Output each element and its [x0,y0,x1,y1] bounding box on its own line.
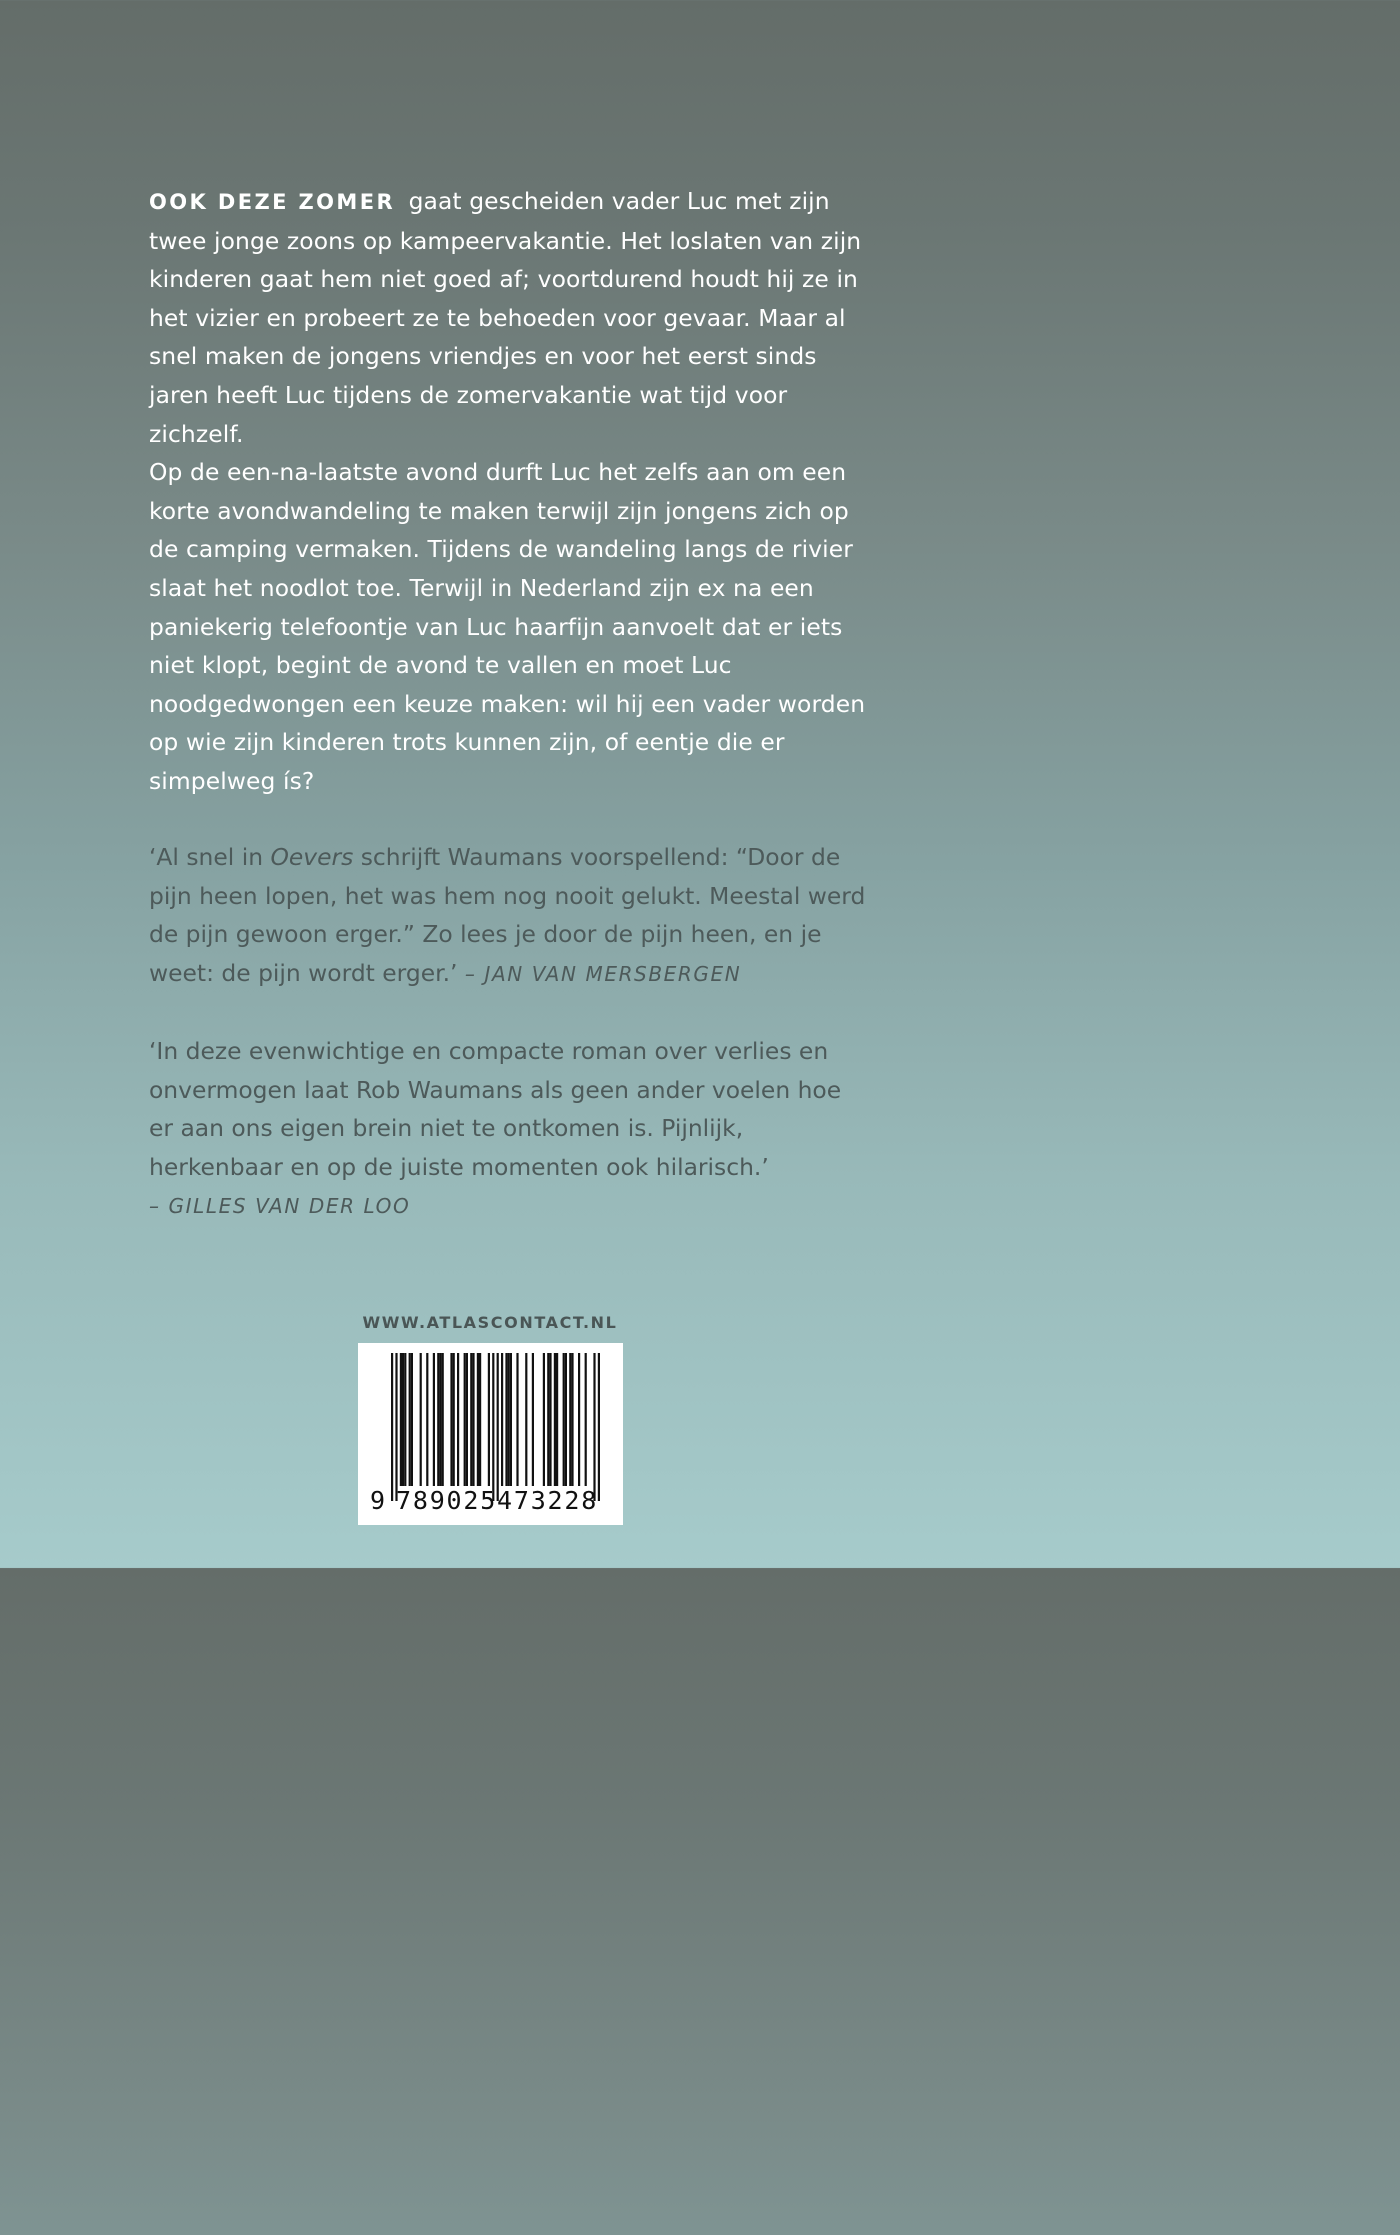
barcode-bar [464,1353,466,1486]
barcode-bar [549,1353,551,1486]
quote-1-text-end: schrijft Waumans voorspellend: “Door de pijn heen lopen, het was hem nog nooit gelukt. Meestal werd de pijn gewoon erger.” Zo lees je door de pijn heen, en je weet: de pijn wordt erger.’ [149,843,866,987]
barcode-digits [358,1484,623,1518]
barcode-bar [565,1353,567,1486]
barcode-bar [409,1353,411,1486]
barcode-bar [569,1353,571,1486]
barcode-guard-bar [497,1353,499,1501]
publisher-website[interactable]: WWW.ATLASCONTACT.NL [362,1313,618,1332]
blurb-paragraph-1 [149,182,869,453]
barcode-bar [442,1353,444,1486]
barcode-bar [547,1353,549,1486]
barcode-bar [532,1353,534,1486]
barcode-bar [466,1353,468,1486]
blurb-paragraph-2: Op de een-na-laatste avond durft Luc het zelfs aan om een korte avondwandeling te maken terwijl zijn jongens zich op de camping vermaken. Tijdens de wandeling langs de rivier slaat het noodlot toe. Terwijl in Nederland zijn ex na een paniekerig telefoontje van Luc haarfijn aanvoelt dat er iets niet klopt, begint de avond te vallen en moet Luc noodgedwongen een keuze maken: wil hij een vader worden op wie zijn kinderen trots kunnen zijn, of eentje die er simpelweg ís? [149,458,866,795]
barcode-guard-bar [492,1353,494,1501]
barcode-bar [420,1353,422,1486]
barcode-left-group: 789025 [396,1486,498,1515]
blurb-paragraph-1-text: gaat gescheiden vader Luc met zijn twee jonge zoons op kampeervakantie. Het loslaten van zijn kinderen gaat hem niet goed af; voortdurend houdt hij ze in het vizier en probeert ze te behoeden voor gevaar. Maar al snel maken de jongens vriendjes en voor het eerst sinds jaren heeft Luc tijdens de zomervakantie wat tijd voor zichzelf. [149,187,862,448]
blurb-lead: OOK DEZE ZOMER [149,190,396,214]
barcode-bar [433,1353,435,1486]
barcode-bar [571,1353,573,1486]
barcode-bar [488,1353,490,1486]
barcode-bar [516,1353,518,1486]
barcode-right-group: 473228 [497,1486,599,1515]
barcode-bar [505,1353,507,1486]
quote-1-book-title: Oevers [270,843,354,871]
barcode-first-digit: 9 [370,1486,386,1515]
barcode-bar [404,1353,406,1486]
barcode-bar [439,1353,441,1486]
barcode-bar [477,1353,479,1486]
barcode-bar [501,1353,503,1486]
barcode-bar [543,1353,545,1486]
barcode-guard-bar [598,1353,600,1501]
barcode-guard-bar [593,1353,595,1501]
barcode-guard-bar [391,1353,393,1501]
barcode-bar [402,1353,404,1486]
barcode-bar [400,1353,402,1486]
barcode-bar [426,1353,428,1486]
barcode-bar [453,1353,455,1486]
barcode-bar [457,1353,459,1486]
review-quote-1 [149,838,869,993]
barcode-guard-bar [395,1353,397,1501]
barcode-bar [450,1353,452,1486]
barcode-bar [554,1353,556,1486]
barcode-bar [563,1353,565,1486]
isbn-barcode [358,1343,623,1525]
barcode-bar [470,1353,472,1486]
barcode-bar [479,1353,481,1486]
barcode-bar [472,1353,474,1486]
barcode-bar [508,1353,510,1486]
barcode-bar [585,1353,587,1486]
barcode-bar [510,1353,512,1486]
quote-1-text-start: ‘Al snel in [149,843,271,871]
barcode-bar [411,1353,413,1486]
quote-2-attribution: – GILLES VAN DER LOO [149,1194,411,1219]
barcode-bar [437,1353,439,1486]
blurb-text [149,182,869,801]
review-quote-2 [149,1032,869,1226]
barcode-bar [525,1353,527,1486]
barcode-bar [556,1353,558,1486]
barcode-bar [578,1353,580,1486]
quote-2-text: ‘In deze evenwichtige en compacte roman over verlies en onvermogen laat Rob Waumans als geen ander voelen hoe er aan ons eigen brein niet te ontkomen is. Pijnlijk, herkenbaar en op de juiste momenten ook hilarisch.’ [149,1037,842,1181]
quote-1-attribution: – JAN VAN MERSBERGEN [464,961,742,986]
